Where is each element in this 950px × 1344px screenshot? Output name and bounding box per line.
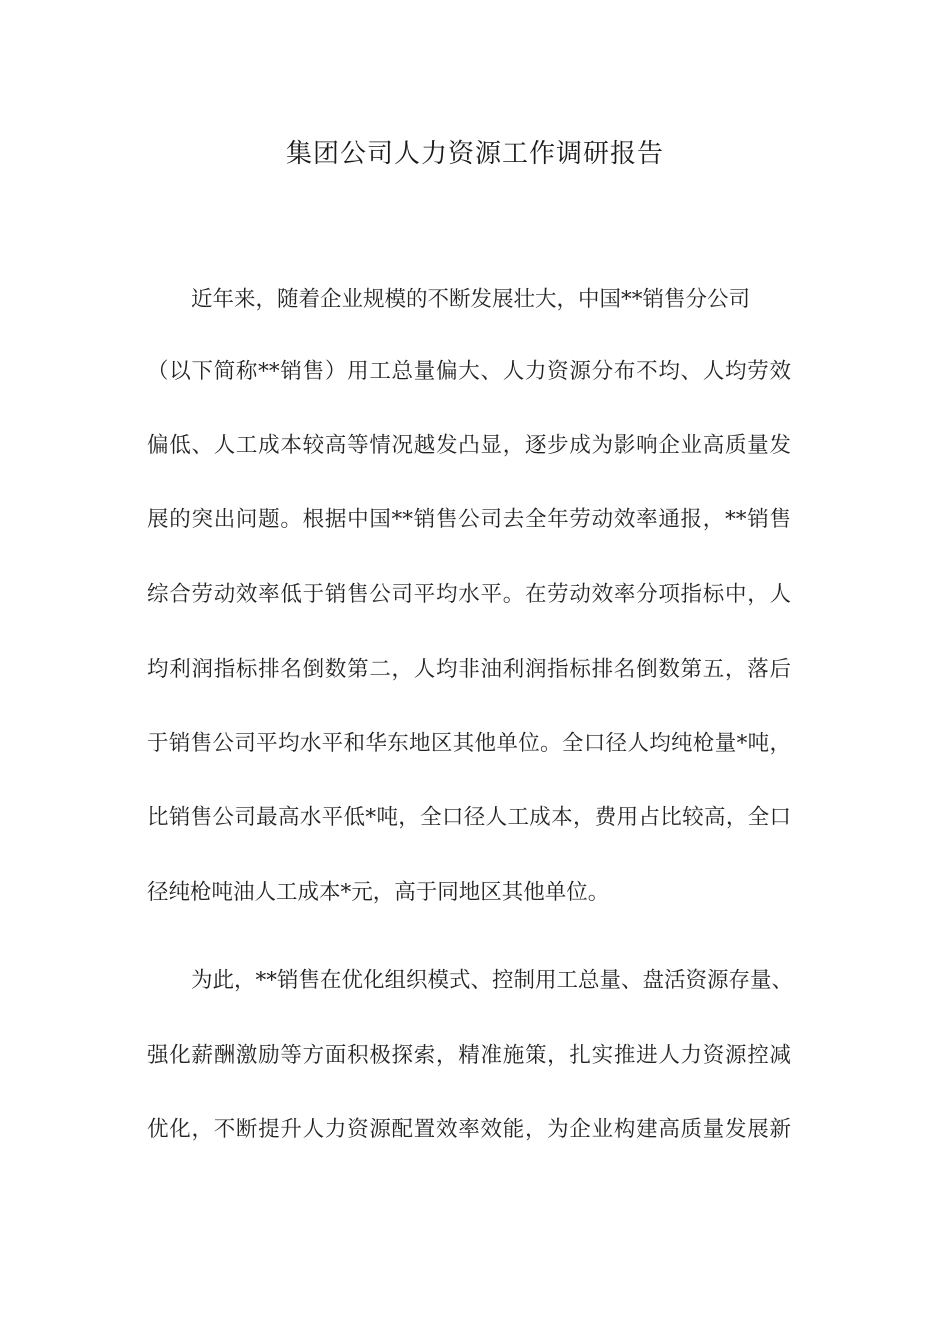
paragraph-line: 综合劳动效率低于销售公司平均水平。在劳动效率分项指标中，人 (147, 582, 791, 607)
paragraph-line: 强化薪酬激励等方面积极探索，精准施策，扎实推进人力资源控减 (147, 1043, 791, 1068)
paragraph-line: （以下简称**销售）用工总量偏大、人力资源分布不均、人均劳效 (147, 359, 791, 384)
paragraph-line: 径纯枪吨油人工成本*元，高于同地区其他单位。 (147, 880, 610, 905)
paragraph-line: 偏低、人工成本较高等情况越发凸显，逐步成为影响企业高质量发 (147, 433, 791, 458)
document-title: 集团公司人力资源工作调研报告 (285, 139, 664, 169)
paragraph-line: 优化，不断提升人力资源配置效率效能，为企业构建高质量发展新 (147, 1117, 791, 1142)
paragraph-line: 于销售公司平均水平和华东地区其他单位。全口径人均纯枪量*吨， (147, 731, 791, 756)
paragraph-line: 均利润指标排名倒数第二，人均非油利润指标排名倒数第五，落后 (147, 657, 791, 682)
paragraph-line: 比销售公司最高水平低*吨，全口径人工成本，费用占比较高，全口 (147, 805, 791, 830)
paragraph-line: 为此，**销售在优化组织模式、控制用工总量、盘活资源存量、 (191, 968, 794, 993)
paragraph-line: 近年来，随着企业规模的不断发展壮大，中国**销售分公司 (191, 287, 751, 312)
paragraph-line: 展的突出问题。根据中国**销售公司去全年劳动效率通报，**销售 (147, 507, 791, 532)
